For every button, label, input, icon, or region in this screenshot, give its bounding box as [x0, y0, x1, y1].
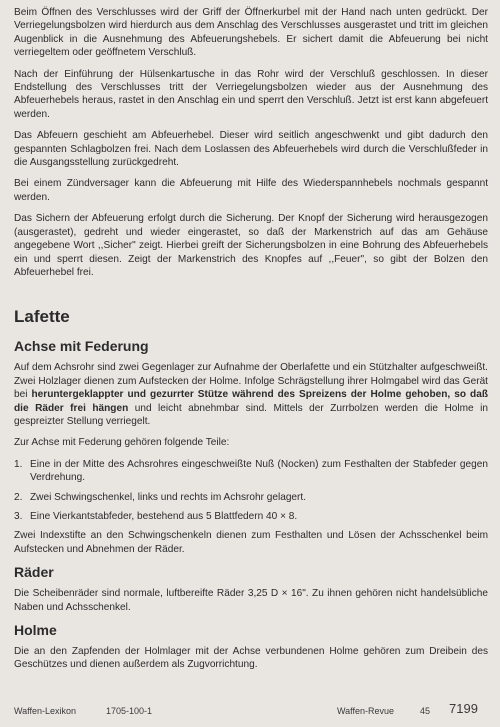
- paragraph-achse: [14, 361, 488, 428]
- paragraph-parts-intro: Zur Achse mit Federung gehören folgende Teile:: [14, 437, 230, 449]
- footer-issue: 45: [420, 706, 431, 716]
- subsection-title-raeder: Räder: [14, 564, 54, 581]
- paragraph-holme: Die an den Zapfenden der Holmlager mit der Achse verbundenen Holme gehören zum Dreibein des Geschützes und dienen außerdem als Zugvorrichtung.: [14, 646, 488, 671]
- list-item: [14, 458, 488, 485]
- paragraph-indexstifte: Zwei Indexstifte an den Schwingschenkeln dienen zum Festhalten und Lösen der Achsschenkel beim Aufstecken und Abnehmen der Räder.: [14, 530, 488, 555]
- page-footer: [14, 703, 488, 719]
- paragraph-raeder: Die Scheibenräder sind normale, luftbereifte Räder 3,25 D × 16". Zu ihnen gehören nicht handelsübliche Naben und Achsschenkel.: [14, 588, 488, 613]
- footer-code: 1705-100-1: [106, 706, 153, 716]
- achse-text-end: und leicht abnehmbar sind. Mittels der Zurrbolzen werden die Holme in gespreizter Stellung verriegelt.: [14, 402, 488, 427]
- list-item-number: 2.: [14, 491, 23, 503]
- parts-list: [14, 458, 488, 524]
- page-number: 7199: [449, 701, 478, 716]
- paragraph-sichern: Das Sichern der Abfeuerung erfolgt durch die Sicherung. Der Knopf der Sicherung wird herausgezogen (ausgerastet), gedreht und wieder eingerastet, so daß der Markenstrich auf das am Gehäuse angegebene Wort ,,Sicher" zeigt. Hierbei greift der Sicherungsbolzen in eine Bohrung des Abfeuerhebels ein und sperrt diesen. Zeigt der Markenstrich des Knopfes auf ,,Feuer", so gibt der Bolzen den Abfeuerhebel frei.: [14, 213, 488, 278]
- list-item-number: 3.: [14, 510, 23, 522]
- list-item-text: Eine Vierkantstabfeder, bestehend aus 5 Blattfedern 40 × 8.: [30, 510, 298, 522]
- list-item-number: 1.: [14, 458, 23, 470]
- paragraph-abfeuern: Das Abfeuern geschieht am Abfeuerhebel. Dieser wird seitlich angeschwenkt und gibt dadurch den gespannten Schlagbolzen frei. Nach dem Loslassen des Abfeuerhebels wird durch die Verschlußfeder in die Ausgangsstellung zurückgedreht.: [14, 130, 488, 169]
- achse-text-emphasis: heruntergeklappter und gezurrter Stütze während des Spreizens der Holme gehoben, so daß die Räder frei hängen: [14, 389, 488, 414]
- document-page: [14, 6, 488, 680]
- paragraph-zuendversager: Bei einem Zündversager kann die Abfeuerung mit Hilfe des Wiederspannhebels nochmals gespannt werden.: [14, 178, 488, 203]
- subsection-title-holme: Holme: [14, 622, 57, 638]
- list-item-text: Eine in der Mitte des Achsrohres eingeschweißte Nuß (Nocken) zum Festhalten der Stabfeder gegen Verdrehung.: [30, 458, 488, 484]
- list-item-text: Zwei Schwingschenkel, links und rechts im Achsrohr gelagert.: [30, 491, 307, 503]
- list-item: [14, 491, 488, 504]
- paragraph-verschluss-oeffnen: Beim Öffnen des Verschlusses wird der Griff der Öffnerkurbel mit der Hand nach unten gedrückt. Der Verriegelungsbolzen wird hierdurch aus dem Anschlag des Verschlusses ausgerastet und tritt im gleichen Augenblick in die Ausnehmung des Abfeuerungshebels. Er sichert damit die Abfeuerung bei nicht verriegeltem oder geöffnetem Verschluß.: [14, 7, 488, 59]
- list-item: [14, 510, 488, 523]
- footer-publication: Waffen-Lexikon: [14, 706, 77, 716]
- section-title-lafette: Lafette: [14, 307, 70, 327]
- paragraph-verschluss-schliessen: Nach der Einführung der Hülsenkartusche in das Rohr wird der Verschluß geschlossen. In dieser Endstellung des Verschlusses tritt der Verriegelungsbolzen wieder aus der Ausnehmung des Abfeuerhebels heraus, rastet in den Anschlag ein und sperrt den Verschluß. Jetzt ist erst kann abgefeuert werden.: [14, 68, 488, 120]
- footer-magazine: Waffen-Revue: [337, 706, 395, 716]
- subsection-title-achse: Achse mit Federung: [14, 338, 149, 355]
- achse-text-start: Auf dem Achsrohr sind zwei Gegenlager zur Aufnahme der Oberlafette und ein Stützhalter aufgeschweißt. Zwei Holzlager dienen zum Aufstecken der Holme. Infolge Schrägstellung ihrer Holmgabel wird das Gerät bei: [14, 362, 488, 401]
